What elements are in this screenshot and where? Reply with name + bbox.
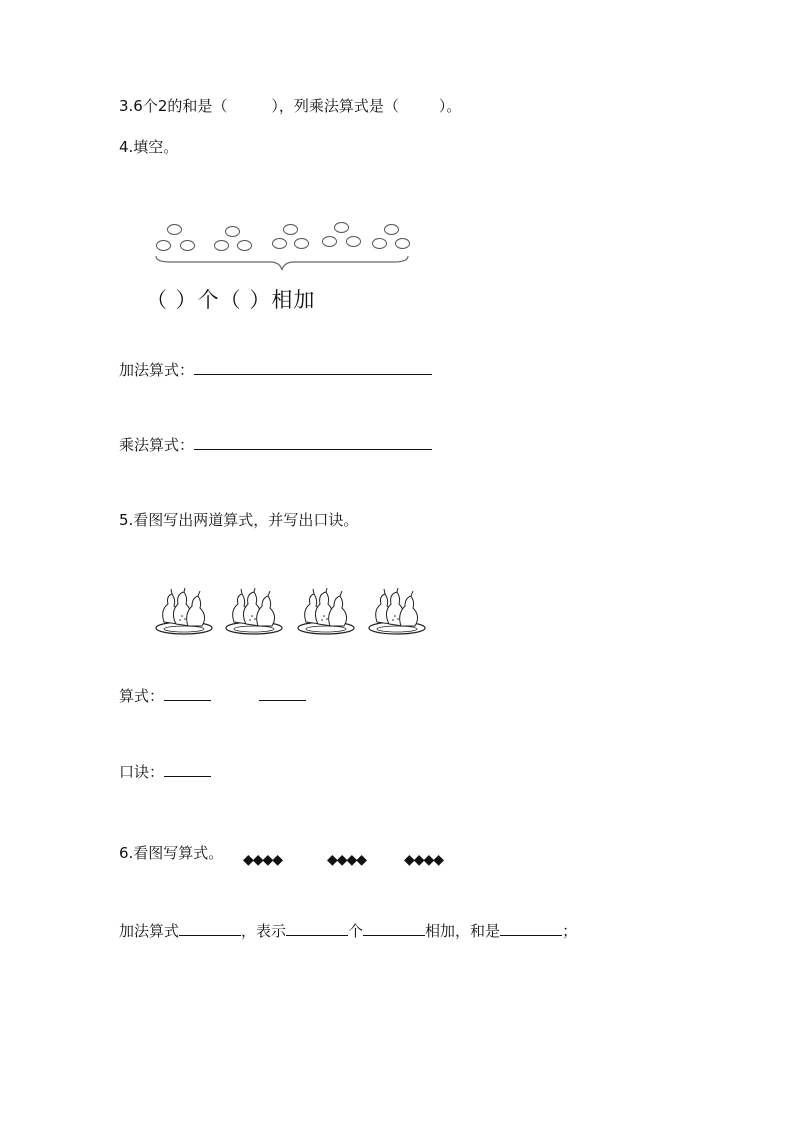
diamond-icon: ◆◆◆◆ [243,852,283,868]
q4-add-row [119,360,432,380]
q6-add-blank[interactable] [179,921,241,936]
circle [395,238,410,249]
q6-means: ，表示 [241,922,287,940]
circle [225,226,240,237]
q6-addend-blank[interactable] [363,921,425,936]
q6-answer-row [119,921,577,941]
circle [294,238,309,249]
pear-plates-figure [152,588,437,640]
circle [384,224,399,235]
q5-chant-row [119,762,211,782]
diamond-group-3 [404,850,443,869]
circle-groups-figure [150,218,414,276]
circle [334,222,349,233]
q3-prefix: 3.6个2的和是（ [119,97,228,115]
q4-mul-answer-line[interactable] [194,435,432,450]
diamond-group-2 [327,850,366,869]
circle [283,224,298,235]
pear-plate [156,588,212,634]
pear-plate [369,588,425,634]
circle [372,238,387,249]
circle [237,240,252,251]
question-4-title: 4.填空。 [119,138,179,156]
q3-mid: ），列乘法算式是（ [271,97,399,115]
q5-formula-row [119,686,306,706]
question-6-title: 6.看图写算式。 [119,844,224,862]
q4-mul-row [119,435,432,455]
diamond-icon: ◆◆◆◆ [404,852,444,868]
brace-icon [150,254,414,274]
question-3 [119,96,461,116]
diamond-group-1 [243,850,282,869]
circle [322,236,337,247]
diamond-icon: ◆◆◆◆ [327,852,367,868]
q6-add-label: 加法算式 [119,922,180,940]
question-5-title: 5.看图写出两道算式，并写出口诀。 [119,511,359,529]
q4-add-answer-line[interactable] [194,360,432,375]
q3-suffix: ）。 [438,97,462,115]
circle [156,240,171,251]
q4-mul-label: 乘法算式： [119,436,195,454]
q5-formula-blank-2[interactable] [259,686,306,701]
q5-chant-label: 口诀： [119,763,165,781]
q6-count-blank[interactable] [286,921,348,936]
pear-plate [226,588,282,634]
q4-fill-line: （ ）个（ ）相加 [146,288,316,312]
q6-sum-blank[interactable] [500,921,562,936]
circle [272,238,287,249]
pear-plate [298,588,354,634]
q6-end: ； [562,922,578,940]
q5-formula-blank-1[interactable] [164,686,211,701]
circle [346,236,361,247]
circle [180,240,195,251]
q5-formula-label: 算式： [119,687,165,705]
q6-ge: 个 [348,922,364,940]
q4-add-label: 加法算式： [119,361,195,379]
q6-xiangjia: 相加，和是 [425,922,501,940]
circle [214,240,229,251]
circle [167,224,182,235]
q5-chant-blank[interactable] [164,762,211,777]
